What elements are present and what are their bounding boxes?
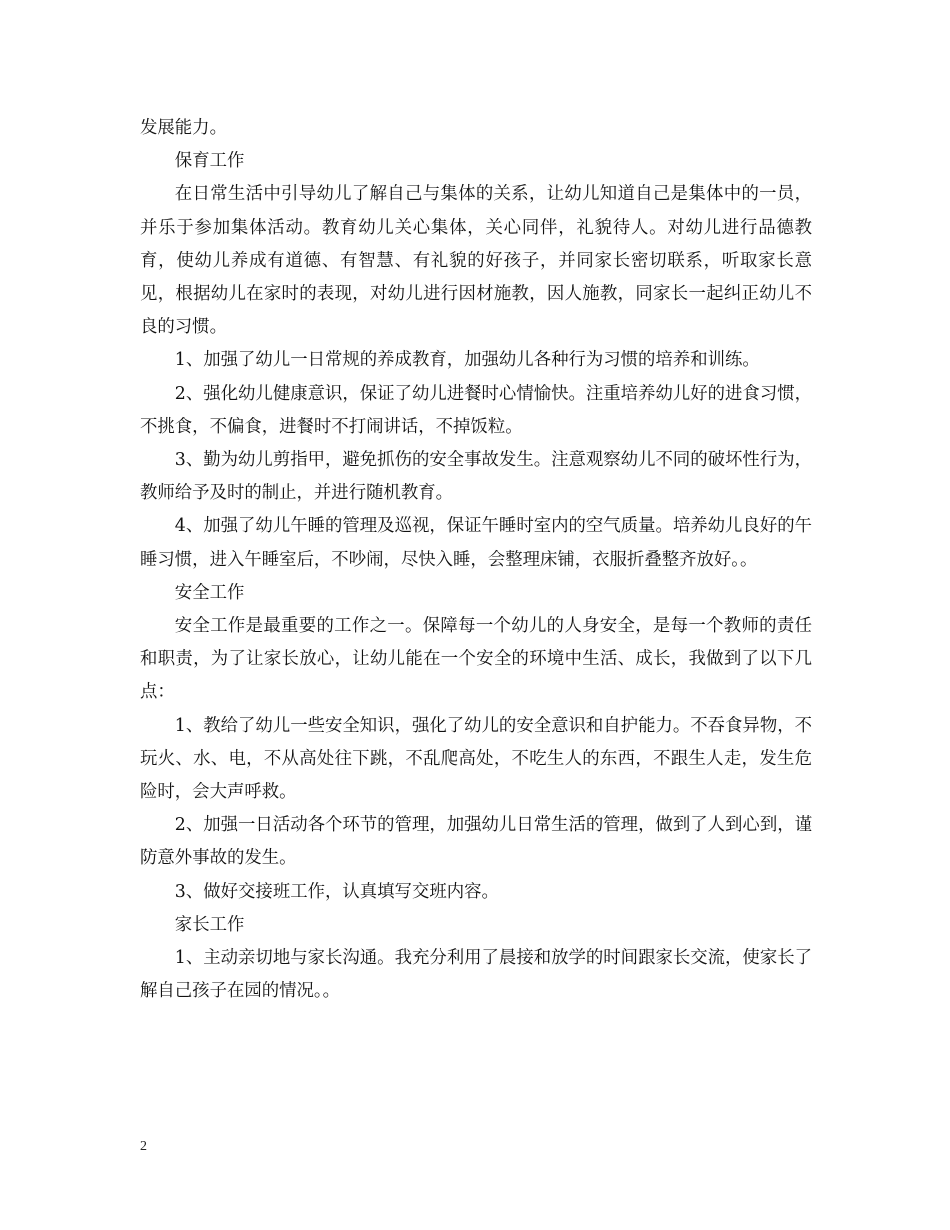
list-item-safety-1: 1、教给了幼儿一些安全知识，强化了幼儿的安全意识和自护能力。不吞食异物，不玩火、水、电，不从高处往下跳，不乱爬高处，不吃生人的东西，不跟生人走，发生危险时，会大声呼救。 [140,715,812,803]
paragraph-continuation: 发展能力。 [140,118,227,138]
list-item-childcare-1: 1、加强了幼儿一日常规的养成教育，加强幼儿各种行为习惯的培养和训练。 [174,350,760,371]
list-item-parents-1: 1、主动亲切地与家长沟通。我充分利用了晨接和放学的时间跟家长交流，使家长了解自己孩子在园的情况。。 [140,948,812,1002]
list-item-safety-3: 3、做好交接班工作，认真填写交班内容。 [174,881,499,902]
paragraph-safety-intro: 安全工作是最重要的工作之一。保障每一个幼儿的人身安全，是每一个教师的责任和职责，为了让家长放心，让幼儿能在一个安全的环境中生活、成长，我做到了以下几点： [140,616,812,703]
document-body [140,112,812,1008]
section-heading-childcare: 保育工作 [174,151,245,172]
list-item-safety-2: 2、加强一日活动各个环节的管理，加强幼儿日常生活的管理，做到了人到心到，谨防意外事故的发生。 [140,815,812,869]
section-heading-parents: 家长工作 [174,914,245,935]
list-item-childcare-2: 2、强化幼儿健康意识，保证了幼儿进餐时心情愉快。注重培养幼儿好的进食习惯，不挑食，不偏食，进餐时不打闹讲话，不掉饭粒。 [140,383,812,437]
list-item-childcare-4: 4、加强了幼儿午睡的管理及巡视，保证午睡时室内的空气质量。培养幼儿良好的午睡习惯，进入午睡室后，不吵闹，尽快入睡，会整理床铺，衣服折叠整齐放好。。 [140,516,812,570]
section-heading-safety: 安全工作 [174,582,245,603]
list-item-childcare-3: 3、勤为幼儿剪指甲，避免抓伤的安全事故发生。注意观察幼儿不同的破坏性行为，教师给予及时的制止，并进行随机教育。 [140,450,812,504]
page-number: 2 [140,1139,147,1154]
paragraph-childcare-intro: 在日常生活中引导幼儿了解自己与集体的关系，让幼儿知道自己是集体中的一员，并乐于参加集体活动。教育幼儿关心集体，关心同伴，礼貌待人。对幼儿进行品德教育，使幼儿养成有道德、有智慧、有礼貌的好孩子，并同家长密切联系，听取家长意见，根据幼儿在家时的表现，对幼儿进行因材施教，因人施教，同家长一起纠正幼儿不良的习惯。 [140,184,812,338]
